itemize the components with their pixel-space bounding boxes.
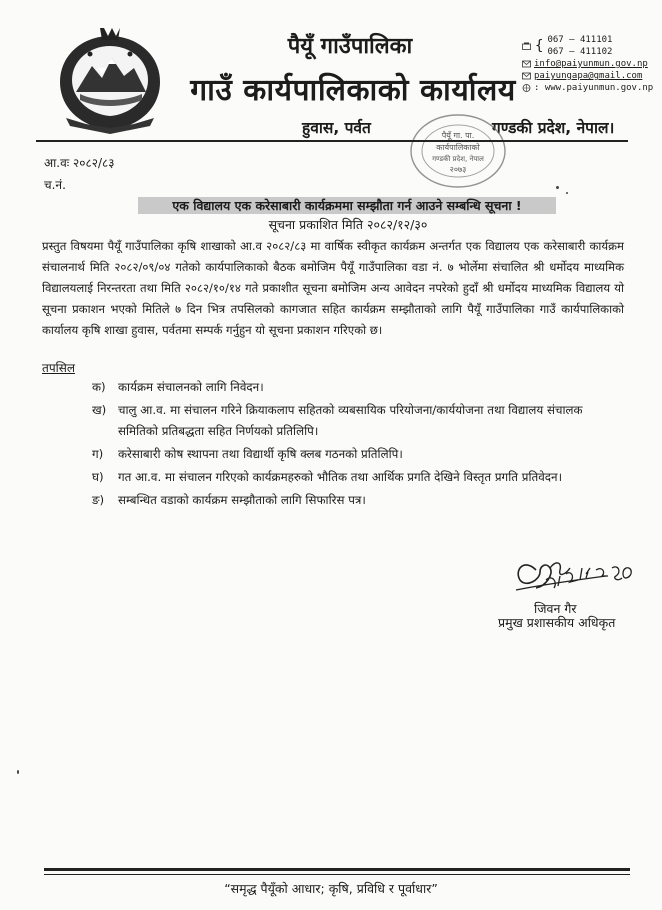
list-item xyxy=(92,444,622,465)
office-stamp xyxy=(408,112,508,190)
notice-title: एक विद्यालय एक करेसाबारी कार्यक्रममा सम्झौता गर्न आउने सम्बन्धि सूचना ! xyxy=(138,197,556,214)
scan-speck xyxy=(17,770,19,774)
contact-block xyxy=(522,34,657,94)
list-item xyxy=(92,467,622,488)
list-marker: ख) xyxy=(92,403,107,417)
website-link[interactable]: : www.paiyunmun.gov.np xyxy=(534,83,654,93)
stamp-text-mid: कार्यपालिकाको xyxy=(436,143,480,152)
footer-divider xyxy=(44,868,630,871)
phone-1: 067 – 411101 xyxy=(547,35,613,45)
globe-icon xyxy=(522,84,531,92)
municipality-name: पैयूँ गाउँपालिका xyxy=(287,34,413,59)
stamp-text-top: पैयूँ गा. पा. xyxy=(441,131,475,140)
scan-speck xyxy=(566,192,568,194)
tapsil-heading: तपसिल xyxy=(42,361,76,375)
list-item xyxy=(92,377,622,398)
office-address: हुवास, पर्वत xyxy=(302,119,371,137)
email-row-2 xyxy=(522,70,657,82)
phone-row xyxy=(522,34,657,58)
nepal-emblem-logo xyxy=(46,22,174,140)
list-item-text: चालु आ.व. मा संचालन गरिने क्रियाकलाप सहितको व्यबसायिक परियोजना/कार्ययोजना तथा विद्यालय संचालक समितिको प्रतिबद्धता सहित निर्णयको प्रतिलिपि। xyxy=(118,403,583,438)
dispatch-number: च.नं. xyxy=(44,178,66,192)
stamp-year: २०७३ xyxy=(449,165,467,174)
phone-2: 067 – 411102 xyxy=(547,47,613,57)
list-item xyxy=(92,400,622,442)
list-marker: ग) xyxy=(92,447,104,461)
signatory-name: जिवन गैर xyxy=(534,601,577,616)
fiscal-year-ref: आ.वः २०८२/८३ xyxy=(44,156,115,170)
email-row-1 xyxy=(522,58,657,70)
list-item-text: गत आ.व. मा संचालन गरिएको कार्यक्रमहरुको भौतिक तथा आर्थिक प्रगति देखिने विस्तृत प्रगति प्रतिवेदन। xyxy=(118,470,563,484)
list-marker: घ) xyxy=(92,470,104,484)
stamp-text-bottom: गण्डकी प्रदेश, नेपाल xyxy=(432,155,484,163)
published-date: सूचना प्रकाशित मिति २०८२/१२/३० xyxy=(268,217,428,232)
mail-icon xyxy=(522,60,531,68)
website-row xyxy=(522,82,657,94)
mail-icon xyxy=(522,72,531,80)
phone-icon xyxy=(522,42,531,50)
required-documents-list xyxy=(92,377,622,513)
list-item-text: सम्बन्धित वडाको कार्यक्रम सम्झौताको लागि सिफारिस पत्र। xyxy=(118,493,366,507)
footer-slogan: “समृद्ध पैयूँको आधार; कृषि, प्रविधि र पूर्वाधार” xyxy=(224,881,438,896)
list-marker: ङ) xyxy=(92,493,105,507)
footer-divider-thin xyxy=(44,874,630,875)
header-divider xyxy=(36,140,628,142)
list-marker: क) xyxy=(92,380,106,394)
list-item-text: करेसाबारी कोष स्थापना तथा विद्यार्थी कृषि क्लब गठनको प्रतिलिपि। xyxy=(118,447,403,461)
list-item xyxy=(92,490,622,511)
office-province: गण्डकी प्रदेश, नेपाल। xyxy=(492,119,615,137)
signatory-designation: प्रमुख प्रशासकीय अधिकृत xyxy=(498,615,616,630)
list-item-text: कार्यक्रम संचालनको लागि निवेदन। xyxy=(118,380,264,394)
brace-icon: { xyxy=(535,38,544,54)
email-link-2[interactable]: paiyungapa@gmail.com xyxy=(534,71,643,81)
scan-speck xyxy=(556,186,559,189)
notice-body: प्रस्तुत विषयमा पैयूँ गाउँपालिका कृषि शाखाको आ.व २०८२/८३ मा वार्षिक स्वीकृत कार्यक्रम अन्तर्गत एक विद्यालय एक करेसाबारी कार्यक्रम संचालनार्थ मिति २०८२/०९/०४ गतेको कार्यपालिकाको बैठक बमोजिम पैयूँ गाउँपालिका वडा नं. ७ भोर्लेमा संचालित श्री धर्मोदय माध्यमिक विद्यालयलाई निरन्तरता तथा मिति २०८२/१०/१४ गते प्रकाशीत सूचना बमोजिम अन्य आवेदन नपरेको हुदाँ श्री धर्मोदय माध्यमिक विद्यालय यो सूचना प्रकाशन भएको मितिले ७ दिन भित्र तपसिलको कागजात सहित कार्यक्रम सम्झौताको लागि पैयूँ गाउँपालिका गाउँ कार्यपालिकाको कार्यालय कृषि शाखा हुवास, पर्वतमा सम्पर्क गर्नुहुन यो सूचना प्रकाशन गरिएको छ। xyxy=(42,239,624,337)
email-link-1[interactable]: info@paiyunmun.gov.np xyxy=(534,59,648,69)
office-name: गाउँ कार्यपालिकाको कार्यालय xyxy=(190,73,516,108)
